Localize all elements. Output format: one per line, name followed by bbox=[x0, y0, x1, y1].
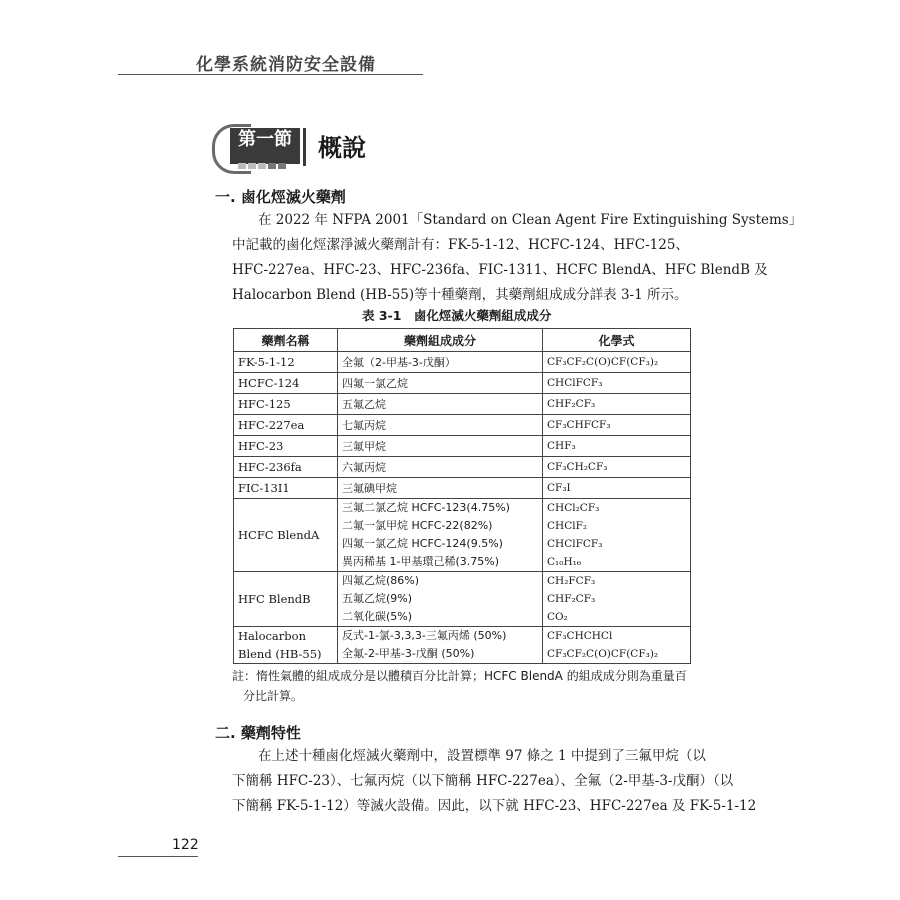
header-components: 藥劑組成成分 bbox=[338, 329, 543, 352]
table-row bbox=[234, 572, 691, 627]
para2-line-2: 下簡稱 HFC-23）、七氟丙烷（以下簡稱 HFC-227ea）、全氟（2-甲基-3-戊酮）（以 bbox=[232, 773, 734, 789]
formula-line: CHCl₂CF₃ bbox=[547, 502, 600, 514]
agent-formula: CHF₃ bbox=[543, 436, 691, 457]
table-row bbox=[234, 373, 691, 394]
section-title: 概說 bbox=[318, 134, 366, 162]
agent-name: FK-5-1-12 bbox=[234, 352, 338, 373]
formula-line: CF₃CHCHCl bbox=[547, 630, 613, 642]
component-line: 四氟乙烷(86%) bbox=[342, 574, 420, 587]
table-row bbox=[234, 415, 691, 436]
agent-components: 六氟丙烷 bbox=[338, 457, 543, 478]
running-header: 化學系統消防安全設備 bbox=[196, 55, 376, 75]
agent-formula: CF₃CHFCF₃ bbox=[543, 415, 691, 436]
agent-components: 五氟乙烷 bbox=[338, 394, 543, 415]
agent-name: HFC-227ea bbox=[234, 415, 338, 436]
agent-name bbox=[234, 627, 338, 664]
component-line: 五氟乙烷(9%) bbox=[342, 592, 413, 605]
agent-components: 三氟甲烷 bbox=[338, 436, 543, 457]
table-row bbox=[234, 627, 691, 664]
agent-components bbox=[338, 499, 543, 572]
note-line-2: 分比計算。 bbox=[243, 689, 304, 703]
formula-line: CHF₂CF₃ bbox=[547, 593, 596, 605]
component-line: 反式-1-氯-3,3,3-三氟丙烯 (50%) bbox=[342, 629, 507, 642]
formula-line: CHClF₂ bbox=[547, 520, 588, 532]
header-formula: 化學式 bbox=[543, 329, 691, 352]
agent-name-line: Blend (HB-55) bbox=[238, 647, 322, 661]
agent-formula bbox=[543, 499, 691, 572]
para1-line-4: Halocarbon Blend (HB-55)等十種藥劑，其藥劑組成成分詳表 3-1 所示。 bbox=[232, 287, 688, 303]
component-line: 全氟-2-甲基-3-戊酮 (50%) bbox=[342, 647, 475, 660]
formula-line: C₁₀H₁₆ bbox=[547, 556, 582, 568]
formula-line: CH₂FCF₃ bbox=[547, 575, 596, 587]
agent-name: HFC-125 bbox=[234, 394, 338, 415]
agent-name-line: Halocarbon bbox=[238, 629, 306, 643]
header-rule bbox=[118, 74, 423, 75]
component-line: 二氧化碳(5%) bbox=[342, 610, 413, 623]
agent-components: 全氟（2-甲基-3-戊酮） bbox=[338, 352, 543, 373]
para2-line-3: 下簡稱 FK-5-1-12）等滅火設備。因此，以下就 HFC-23、HFC-227ea 及 FK-5-1-12 bbox=[232, 798, 757, 814]
note-line-1: 註：惰性氣體的組成成分是以體積百分比計算；HCFC BlendA 的組成成分則為重量百 bbox=[232, 669, 687, 683]
component-line: 四氟一氯乙烷 HCFC-124(9.5%) bbox=[342, 537, 503, 550]
table-row bbox=[234, 436, 691, 457]
formula-line: CHClFCF₃ bbox=[547, 538, 603, 550]
para1-line-1: 在 2022 年 NFPA 2001「Standard on Clean Agent Fire Extinguishing Systems」 bbox=[258, 212, 803, 228]
agent-components: 四氟一氯乙烷 bbox=[338, 373, 543, 394]
agent-formula bbox=[543, 572, 691, 627]
agent-name: FIC-13I1 bbox=[234, 478, 338, 499]
heading-halocarbon-agents: 一. 鹵化烴滅火藥劑 bbox=[215, 188, 346, 206]
agent-name: HCFC-124 bbox=[234, 373, 338, 394]
agent-name: HFC-23 bbox=[234, 436, 338, 457]
page-number: 122 bbox=[172, 837, 199, 853]
table-row bbox=[234, 457, 691, 478]
agent-components: 三氟碘甲烷 bbox=[338, 478, 543, 499]
agent-formula: CF₃I bbox=[543, 478, 691, 499]
agent-name: HFC BlendB bbox=[234, 572, 338, 627]
agent-components bbox=[338, 572, 543, 627]
table-caption: 表 3-1 鹵化烴滅火藥劑組成成分 bbox=[362, 308, 552, 323]
section-badge-label: 第一節 bbox=[238, 129, 292, 150]
agent-formula bbox=[543, 627, 691, 664]
component-line: 三氟二氯乙烷 HCFC-123(4.75%) bbox=[342, 501, 510, 514]
composition-table bbox=[233, 328, 691, 664]
formula-line: CO₂ bbox=[547, 611, 568, 623]
table-row bbox=[234, 394, 691, 415]
component-line: 異丙稀基 1-甲基環己稀(3.75%) bbox=[342, 555, 499, 568]
header-agent-name: 藥劑名稱 bbox=[234, 329, 338, 352]
agent-formula: CHClFCF₃ bbox=[543, 373, 691, 394]
agent-name: HFC-236fa bbox=[234, 457, 338, 478]
table-row bbox=[234, 478, 691, 499]
section-badge bbox=[212, 124, 305, 170]
para1-line-2: 中記載的鹵化烴潔淨滅火藥劑計有：FK-5-1-12、HCFC-124、HFC-125、 bbox=[232, 237, 689, 253]
footer-rule bbox=[118, 856, 198, 857]
agent-formula: CF₃CH₂CF₃ bbox=[543, 457, 691, 478]
para1-line-3: HFC-227ea、HFC-23、HFC-236fa、FIC-1311、HCFC BlendA、HFC BlendB 及 bbox=[232, 262, 768, 278]
table-header-row bbox=[234, 329, 691, 352]
agent-components bbox=[338, 627, 543, 664]
agent-name: HCFC BlendA bbox=[234, 499, 338, 572]
para2-line-1: 在上述十種鹵化烴滅火藥劑中，設置標準 97 條之 1 中提到了三氟甲烷（以 bbox=[258, 748, 706, 764]
table-note bbox=[232, 666, 692, 706]
heading-agent-properties: 二. 藥劑特性 bbox=[215, 724, 301, 742]
formula-line: CF₃CF₂C(O)CF(CF₃)₂ bbox=[547, 648, 659, 660]
agent-formula: CHF₂CF₃ bbox=[543, 394, 691, 415]
table-row bbox=[234, 499, 691, 572]
component-line: 二氟一氯甲烷 HCFC-22(82%) bbox=[342, 519, 493, 532]
table-row bbox=[234, 352, 691, 373]
agent-components: 七氟丙烷 bbox=[338, 415, 543, 436]
agent-formula: CF₃CF₂C(O)CF(CF₃)₂ bbox=[543, 352, 691, 373]
